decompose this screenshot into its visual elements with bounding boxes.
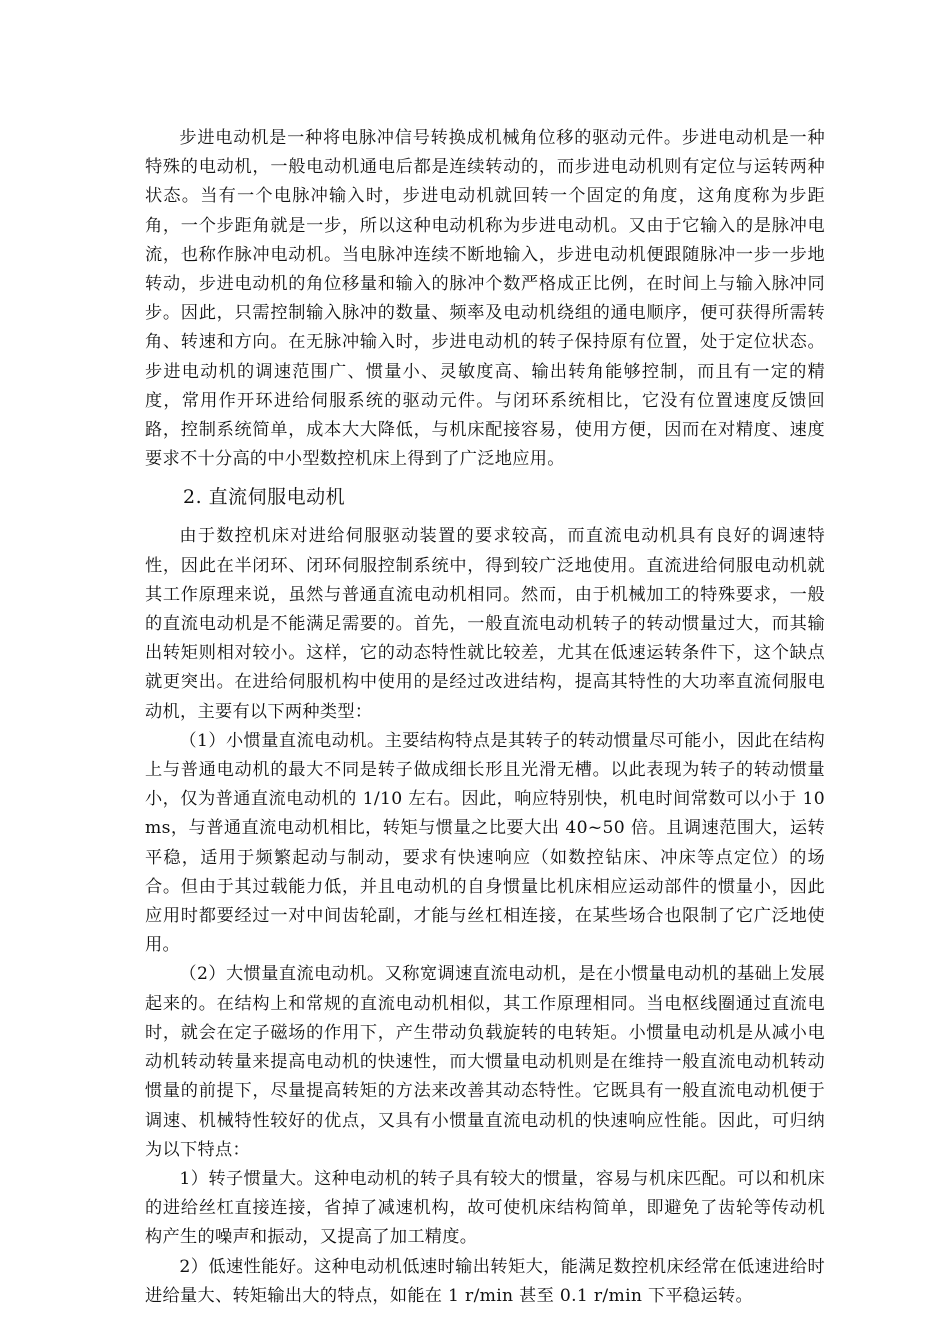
document-page <box>145 124 825 1311</box>
section-paragraph: 由于数控机床对进给伺服驱动装置的要求较高，而直流电动机具有良好的调速特性，因此在半闭环、闭环伺服控制系统中，得到较广泛地使用。直流进给伺服电动机就其工作原理来说，虽然与普通直流电动机相同。然而，由于机械加工的特殊要求，一般的直流电动机是不能满足需要的。首先，一般直流电动机转子的转动惯量过大，而其输出转矩则相对较小。这样，它的动态特性就比较差，尤其在低速运转条件下，这个缺点就更突出。在进给伺服机构中使用的是经过改进结构，提高其特性的大功率直流伺服电动机，主要有以下两种类型： <box>145 526 825 722</box>
intro-paragraph: 步进电动机是一种将电脉冲信号转换成机械角位移的驱动元件。步进电动机是一种特殊的电动机，一般电动机通电后都是连续转动的，而步进电动机则有定位与运转两种状态。当有一个电脉冲输入时，步进电动机就回转一个固定的角度，这角度称为步距角，一个步距角就是一步，所以这种电动机称为步进电动机。又由于它输入的是脉冲电流，也称作脉冲电动机。当电脉冲连续不断地输入，步进电动机便跟随脉冲一步一步地转动，步进电动机的角位移量和输入的脉冲个数严格成正比例，在时间上与输入脉冲同步。因此，只需控制输入脉冲的数量、频率及电动机绕组的通电顺序，便可获得所需转角、转速和方向。在无脉冲输入时，步进电动机的转子保持原有位置，处于定位状态。步进电动机的调速范围广、惯量小、灵敏度高、输出转角能够控制，而且有一定的精度，常用作开环进给伺服系统的驱动元件。与闭环系统相比，它没有位置速度反馈回路，控制系统简单，成本大大降低，与机床配接容易，使用方便，因而在对精度、速度要求不十分高的中小型数控机床上得到了广泛地应用。 <box>145 128 825 470</box>
feature1-paragraph: 1）转子惯量大。这种电动机的转子具有较大的惯量，容易与机床匹配。可以和机床的进给丝杠直接连接，省掉了减速机构，故可使机床结构简单，即避免了齿轮等传动机构产生的噪声和振动，又提高了加工精度。 <box>145 1168 825 1248</box>
item2-paragraph: （2）大惯量直流电动机。又称宽调速直流电动机，是在小惯量电动机的基础上发展起来的。在结构上和常规的直流电动机相似，其工作原理相同。当电枢线圈通过直流电时，就会在定子磁场的作用下，产生带动负载旋转的电转矩。小惯量电动机是从减小电动机转动转量来提高电动机的快速性，而大惯量电动机则是在维持一般直流电动机转动惯量的前提下，尽量提高转矩的方法来改善其动态特性。它既具有一般直流电动机便于调速、机械特性较好的优点，又具有小惯量直流电动机的快速响应性能。因此，可归纳为以下特点： <box>145 964 825 1160</box>
section-heading: 2. 直流伺服电动机 <box>183 486 346 509</box>
feature2-paragraph: 2）低速性能好。这种电动机低速时输出转矩大，能满足数控机床经常在低速进给时进给量大、转矩输出大的特点，如能在 1 r/min 甚至 0.1 r/min 下平稳运转。 <box>145 1256 825 1306</box>
item1-paragraph: （1）小惯量直流电动机。主要结构特点是其转子的转动惯量尽可能小，因此在结构上与普通电动机的最大不同是转子做成细长形且光滑无槽。以此表现为转子的转动惯量小，仅为普通直流电动机的 1/10 左右。因此，响应特别快，机电时间常数可以小于 10 ms，与普通直流电动机相比，转矩与惯量之比要大出 40~50 倍。且调速范围大，运转平稳，适用于频繁起动与制动，要求有快速响应（如数控钻床、冲床等点定位）的场合。但由于其过载能力低，并且电动机的自身惯量比机床相应运动部件的惯量小，因此应用时都要经过一对中间齿轮副，才能与丝杠相连接，在某些场合也限制了它广泛地使用。 <box>145 730 825 956</box>
